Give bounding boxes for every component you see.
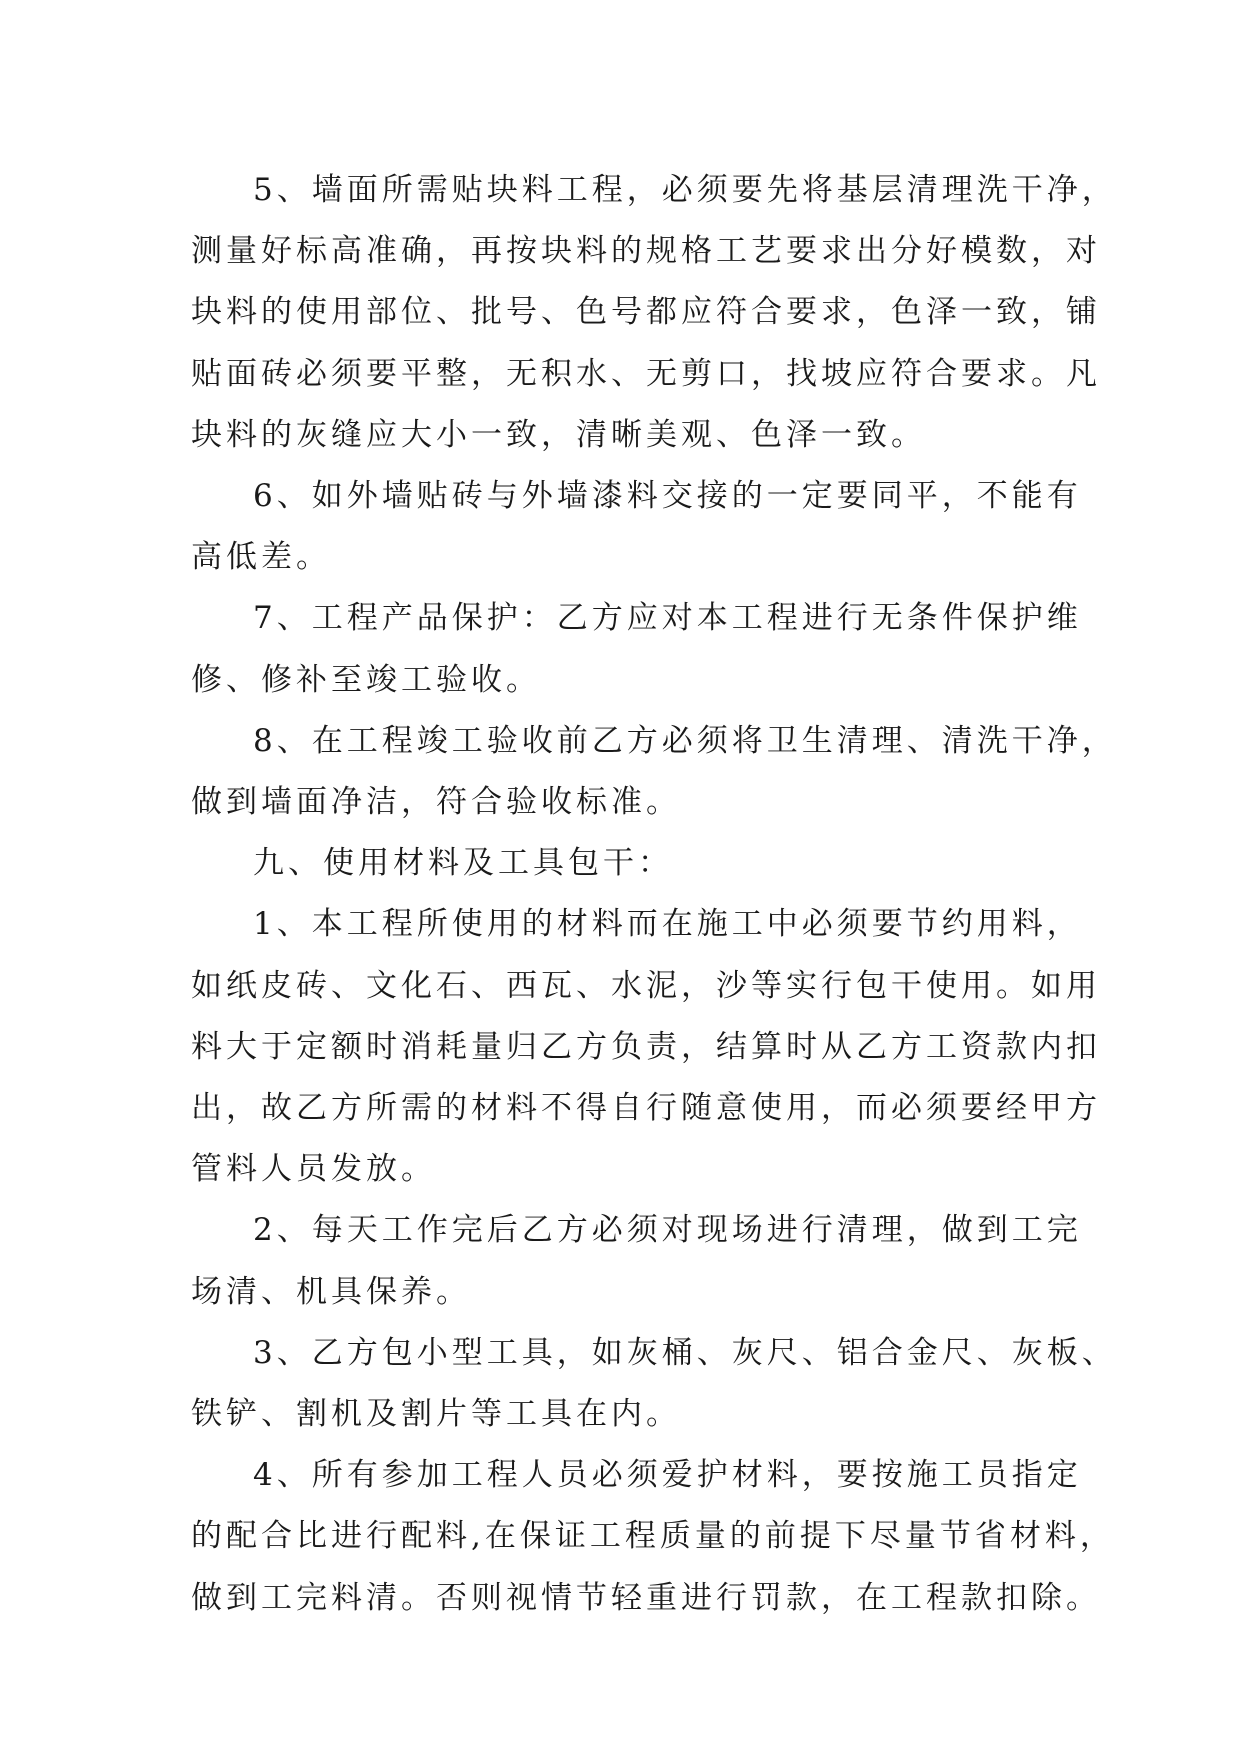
text-line: 高低差。 xyxy=(191,539,331,576)
paragraph xyxy=(191,160,1117,466)
text-line: 7、工程产品保护：乙方应对本工程进行无条件保护维 xyxy=(253,600,1082,637)
text-line: 块料的使用部位、批号、色号都应符合要求，色泽一致，铺 xyxy=(191,294,1101,331)
text-line: 3、乙方包小型工具，如灰桶、灰尺、铝合金尺、灰板、 xyxy=(253,1334,1117,1371)
text-line: 场清、机具保养。 xyxy=(191,1273,471,1310)
text-line: 块料的灰缝应大小一致，清晰美观、色泽一致。 xyxy=(191,416,926,453)
paragraph xyxy=(191,1445,1115,1629)
text-line: 管料人员发放。 xyxy=(191,1151,436,1188)
text-line: 做到工完料清。否则视情节轻重进行罚款，在工程款扣除。 xyxy=(191,1579,1101,1616)
paragraph xyxy=(191,466,1081,588)
text-line: 6、如外墙贴砖与外墙漆料交接的一定要同平，不能有 xyxy=(253,478,1082,515)
text-line: 九、使用材料及工具包干： xyxy=(253,845,673,882)
text-line: 8、在工程竣工验收前乙方必须将卫生清理、清洗干净， xyxy=(253,722,1117,759)
paragraph xyxy=(191,833,1081,894)
text-line: 出，故乙方所需的材料不得自行随意使用，而必须要经甲方 xyxy=(191,1090,1101,1127)
text-line: 铁铲、割机及割片等工具在内。 xyxy=(191,1396,681,1433)
text-line: 测量好标高准确，再按块料的规格工艺要求出分好模数，对 xyxy=(191,233,1101,270)
text-line: 的配合比进行配料,在保证工程质量的前提下尽量节省材料， xyxy=(191,1518,1115,1555)
text-line: 贴面砖必须要平整，无积水、无剪口，找坡应符合要求。凡 xyxy=(191,355,1101,392)
paragraph xyxy=(191,1323,1117,1445)
paragraph xyxy=(191,894,1101,1200)
text-line: 做到墙面净洁，符合验收标准。 xyxy=(191,784,681,821)
text-line: 2、每天工作完后乙方必须对现场进行清理，做到工完 xyxy=(253,1212,1082,1249)
text-line: 1、本工程所使用的材料而在施工中必须要节约用料， xyxy=(253,906,1082,943)
text-line: 5、墙面所需贴块料工程，必须要先将基层清理洗干净， xyxy=(253,172,1117,208)
text-line: 4、所有参加工程人员必须爱护材料，要按施工员指定 xyxy=(253,1457,1082,1494)
paragraph xyxy=(191,588,1081,710)
paragraph xyxy=(191,1200,1081,1322)
text-line: 料大于定额时消耗量归乙方负责，结算时从乙方工资款内扣 xyxy=(191,1028,1101,1065)
text-line: 如纸皮砖、文化石、西瓦、水泥，沙等实行包干使用。如用 xyxy=(191,967,1101,1004)
paragraph xyxy=(191,711,1117,833)
document-body xyxy=(191,160,1117,1629)
text-line: 修、修补至竣工验收。 xyxy=(191,661,541,698)
